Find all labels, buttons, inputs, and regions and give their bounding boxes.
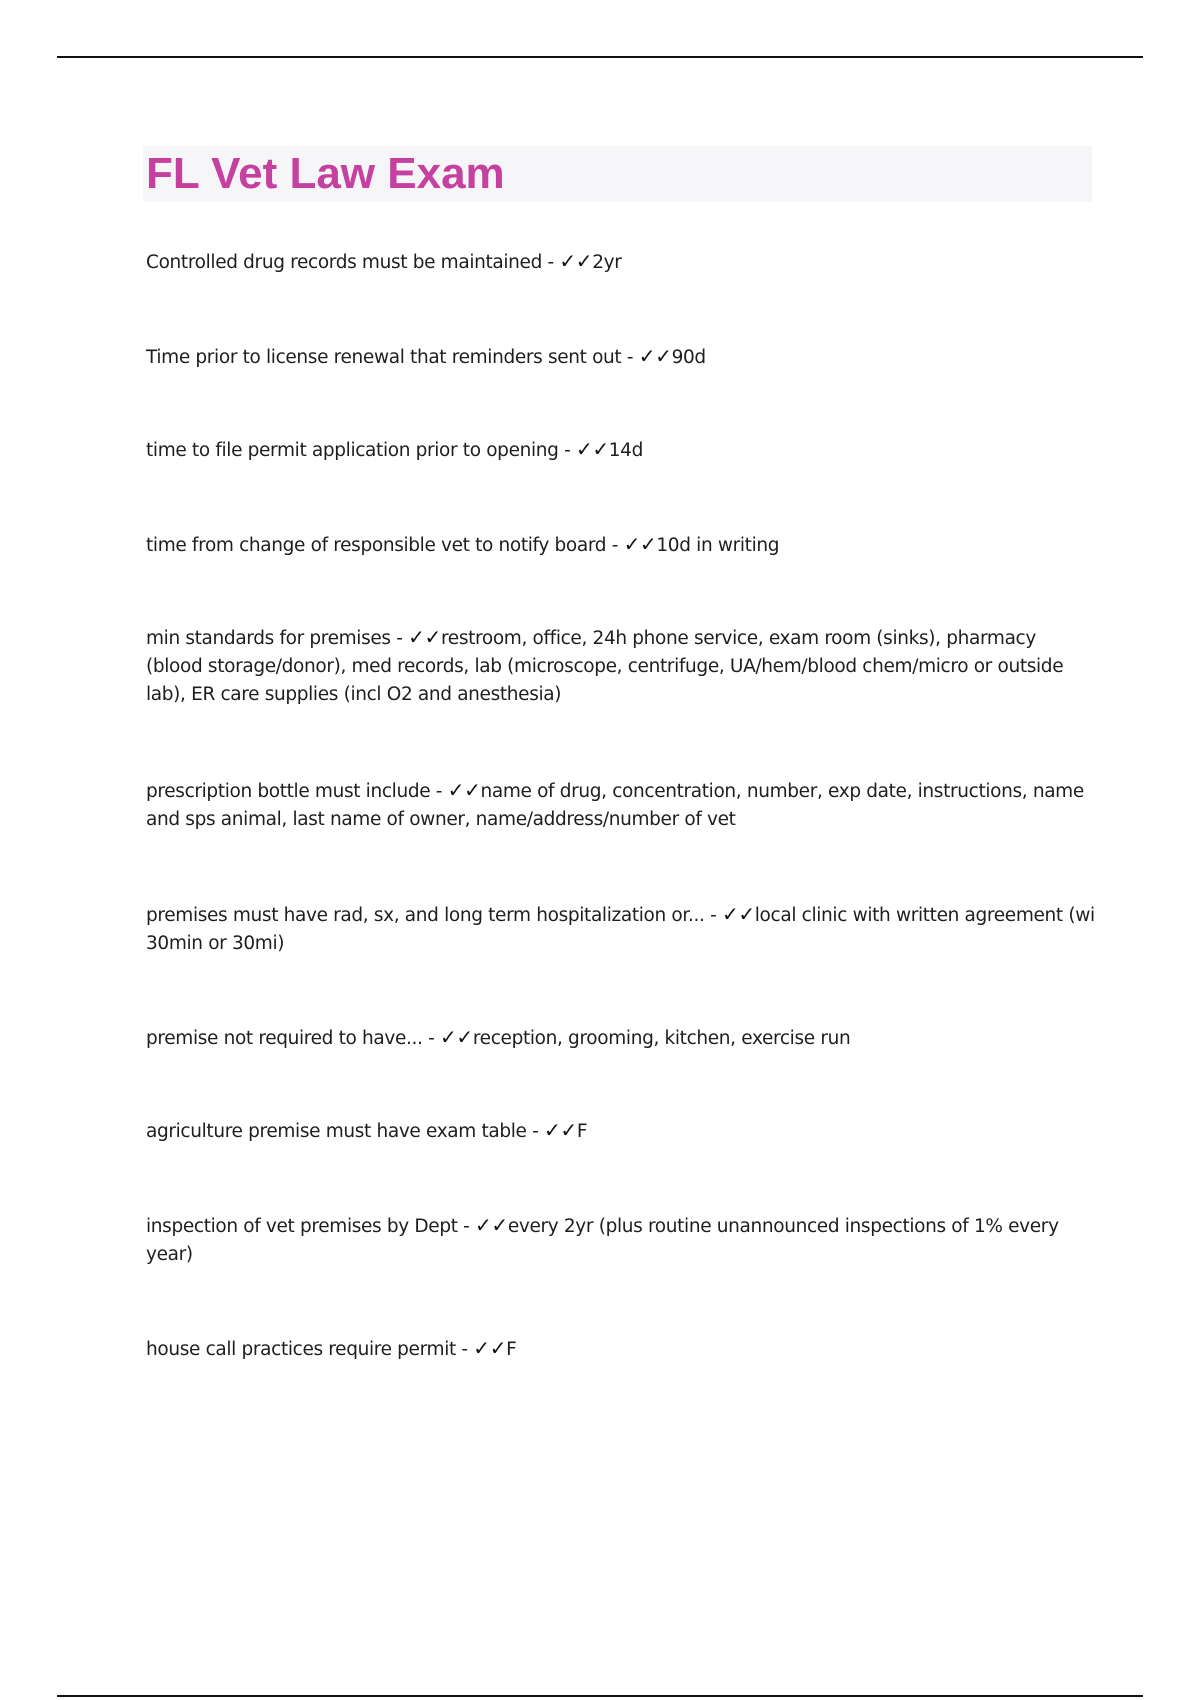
flashcard-item: time from change of responsible vet to notify board - ✓✓10d in writing — [146, 532, 780, 556]
document-title: FL Vet Law Exam — [146, 149, 505, 198]
card-answer: 2yr — [592, 252, 622, 273]
card-answer: local clinic with written agreement (wi 30min or 30mi) — [146, 905, 1095, 954]
card-question: Controlled drug records must be maintained — [146, 252, 542, 273]
top-rule — [57, 56, 1143, 58]
card-answer: F — [506, 1339, 517, 1360]
card-answer: F — [576, 1121, 588, 1142]
card-question: premise not required to have... — [146, 1028, 423, 1049]
flashcard-item: min standards for premises - ✓✓restroom, office, 24h phone service, exam room (sinks), pharmacy (blood storage/donor), med records, lab (microscope, centrifuge, UA/hem/blood chem/micro or outside lab), ER care supplies (incl O2 and anesthesia) — [146, 625, 1064, 705]
card-question: prescription bottle must include — [146, 781, 431, 802]
card-question: Time prior to license renewal that reminders sent out — [146, 347, 622, 368]
card-answer: restroom, office, 24h phone service, exam room (sinks), pharmacy (blood storage/donor), med records, lab (microscope, centrifuge, UA/hem/blood chem/micro or outside lab), ER care supplies (incl O2 and anesthesia) — [146, 628, 1064, 705]
card-answer: name of drug, concentration, number, exp date, instructions, name and sps animal, last name of owner, name/address/number of vet — [146, 781, 1084, 830]
card-answer: 10d in writing — [656, 535, 780, 556]
double-check-icon: ✓✓ — [623, 532, 657, 556]
card-question: premises must have rad, sx, and long term hospitalization or... — [146, 905, 705, 926]
double-check-icon: ✓✓ — [721, 902, 755, 926]
flashcard-item: prescription bottle must include - ✓✓name of drug, concentration, number, exp date, instructions, name and sps animal, last name of owner, name/address/number of vet — [146, 778, 1084, 830]
flashcard-item: house call practices require permit - ✓✓F — [146, 1336, 517, 1360]
flashcard-item: agriculture premise must have exam table - ✓✓F — [146, 1118, 588, 1142]
double-check-icon: ✓✓ — [559, 249, 593, 273]
bottom-rule — [57, 1695, 1143, 1697]
double-check-icon: ✓✓ — [447, 778, 481, 802]
card-question: min standards for premises — [146, 628, 391, 649]
flashcard-item: premises must have rad, sx, and long term hospitalization or... - ✓✓local clinic with written agreement (wi 30min or 30mi) — [146, 902, 1095, 954]
double-check-icon: ✓✓ — [575, 437, 609, 461]
double-check-icon: ✓✓ — [543, 1118, 577, 1142]
flashcard-item: Time prior to license renewal that reminders sent out - ✓✓90d — [146, 344, 706, 368]
card-question: time to file permit application prior to opening — [146, 440, 559, 461]
card-question: agriculture premise must have exam table — [146, 1121, 527, 1142]
card-question: inspection of vet premises by Dept — [146, 1216, 458, 1237]
flashcard-item: time to file permit application prior to opening - ✓✓14d — [146, 437, 643, 461]
card-answer: every 2yr (plus routine unannounced inspections of 1% every year) — [146, 1216, 1059, 1265]
card-answer: reception, grooming, kitchen, exercise run — [472, 1028, 851, 1049]
flashcard-item: inspection of vet premises by Dept - ✓✓every 2yr (plus routine unannounced inspections of 1% every year) — [146, 1213, 1059, 1265]
card-question: time from change of responsible vet to notify board — [146, 535, 607, 556]
double-check-icon: ✓✓ — [638, 344, 672, 368]
double-check-icon: ✓✓ — [408, 625, 441, 649]
card-question: house call practices require permit — [146, 1339, 456, 1360]
flashcard-item: premise not required to have... - ✓✓reception, grooming, kitchen, exercise run — [146, 1025, 851, 1049]
flashcard-item: Controlled drug records must be maintained - ✓✓2yr — [146, 249, 622, 273]
double-check-icon: ✓✓ — [473, 1336, 507, 1360]
card-answer: 90d — [671, 347, 706, 368]
double-check-icon: ✓✓ — [475, 1213, 508, 1237]
double-check-icon: ✓✓ — [440, 1025, 473, 1049]
card-answer: 14d — [608, 440, 643, 461]
